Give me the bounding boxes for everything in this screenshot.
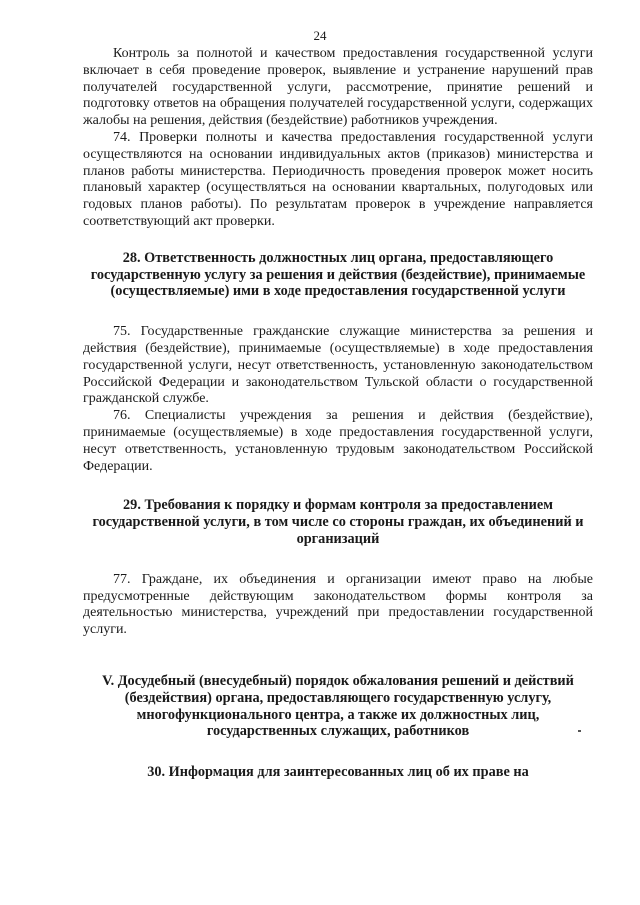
page-number: 24 [313,28,327,43]
scan-speck [578,730,581,732]
page-content [83,46,593,781]
section-heading-29: 29. Требования к порядку и формам контроля за предоставлением государственной услуги, в том числе со стороны граждан, их объединений и организаций [92,497,584,547]
paragraph-74: 74. Проверки полноты и качества предоставления государственной услуги осуществляются на основании индивидуальных актов (приказов) министерства и планов работы министерства. Периодичность проведения проверок может носить плановый характер (осуществляться на основании квартальных, полугодовых или годовых планов работы). По результатам проверок в учреждение направляется соответствующий акт проверки. [83,129,593,229]
section-heading-30: 30. Информация для заинтересованных лиц об их праве на [147,764,529,781]
chapter-heading-v: V. Досудебный (внесудебный) порядок обжалования решений и действий (бездействия) органа, предоставляющего государственную услугу, многофункционального центра, а также их должностных лиц, государственных служащих, работников [102,672,574,740]
paragraph-75: 75. Государственные гражданские служащие министерства за решения и действия (бездействие), принимаемые (осуществляемые) в ходе предоставления государственной услуги, несут ответственность, установленную законодательством Российской Федерации и законодательством Тульской области о государственной гражданской службе. [83,324,593,407]
paragraph-76: 76. Специалисты учреждения за решения и действия (бездействие), принимаемые (осуществляемые) в ходе предоставления государственной услуги, несут ответственность, установленную трудовым законодательством Российской Федерации. [83,408,593,474]
section-heading-28: 28. Ответственность должностных лиц органа, предоставляющего государственную услугу за решения и действия (бездействие), принимаемые (осуществляемые) ими в ходе предоставления государственной услуги [90,249,586,300]
paragraph-77: 77. Граждане, их объединения и организации имеют право на любые предусмотренные действующим законодательством формы контроля за деятельностью министерства, учреждений при предоставлении государственной услуги. [83,571,593,638]
paragraph-control-scope: Контроль за полнотой и качеством предоставления государственной услуги включает в себя проведение проверок, выявление и устранение нарушений прав получателей государственной услуги, рассмотрение, принятие решений и подготовку ответов на обращения получателей государственной услуги, содержащих жалобы на решения, действия (бездействие) работников учреждения. [83,46,593,129]
